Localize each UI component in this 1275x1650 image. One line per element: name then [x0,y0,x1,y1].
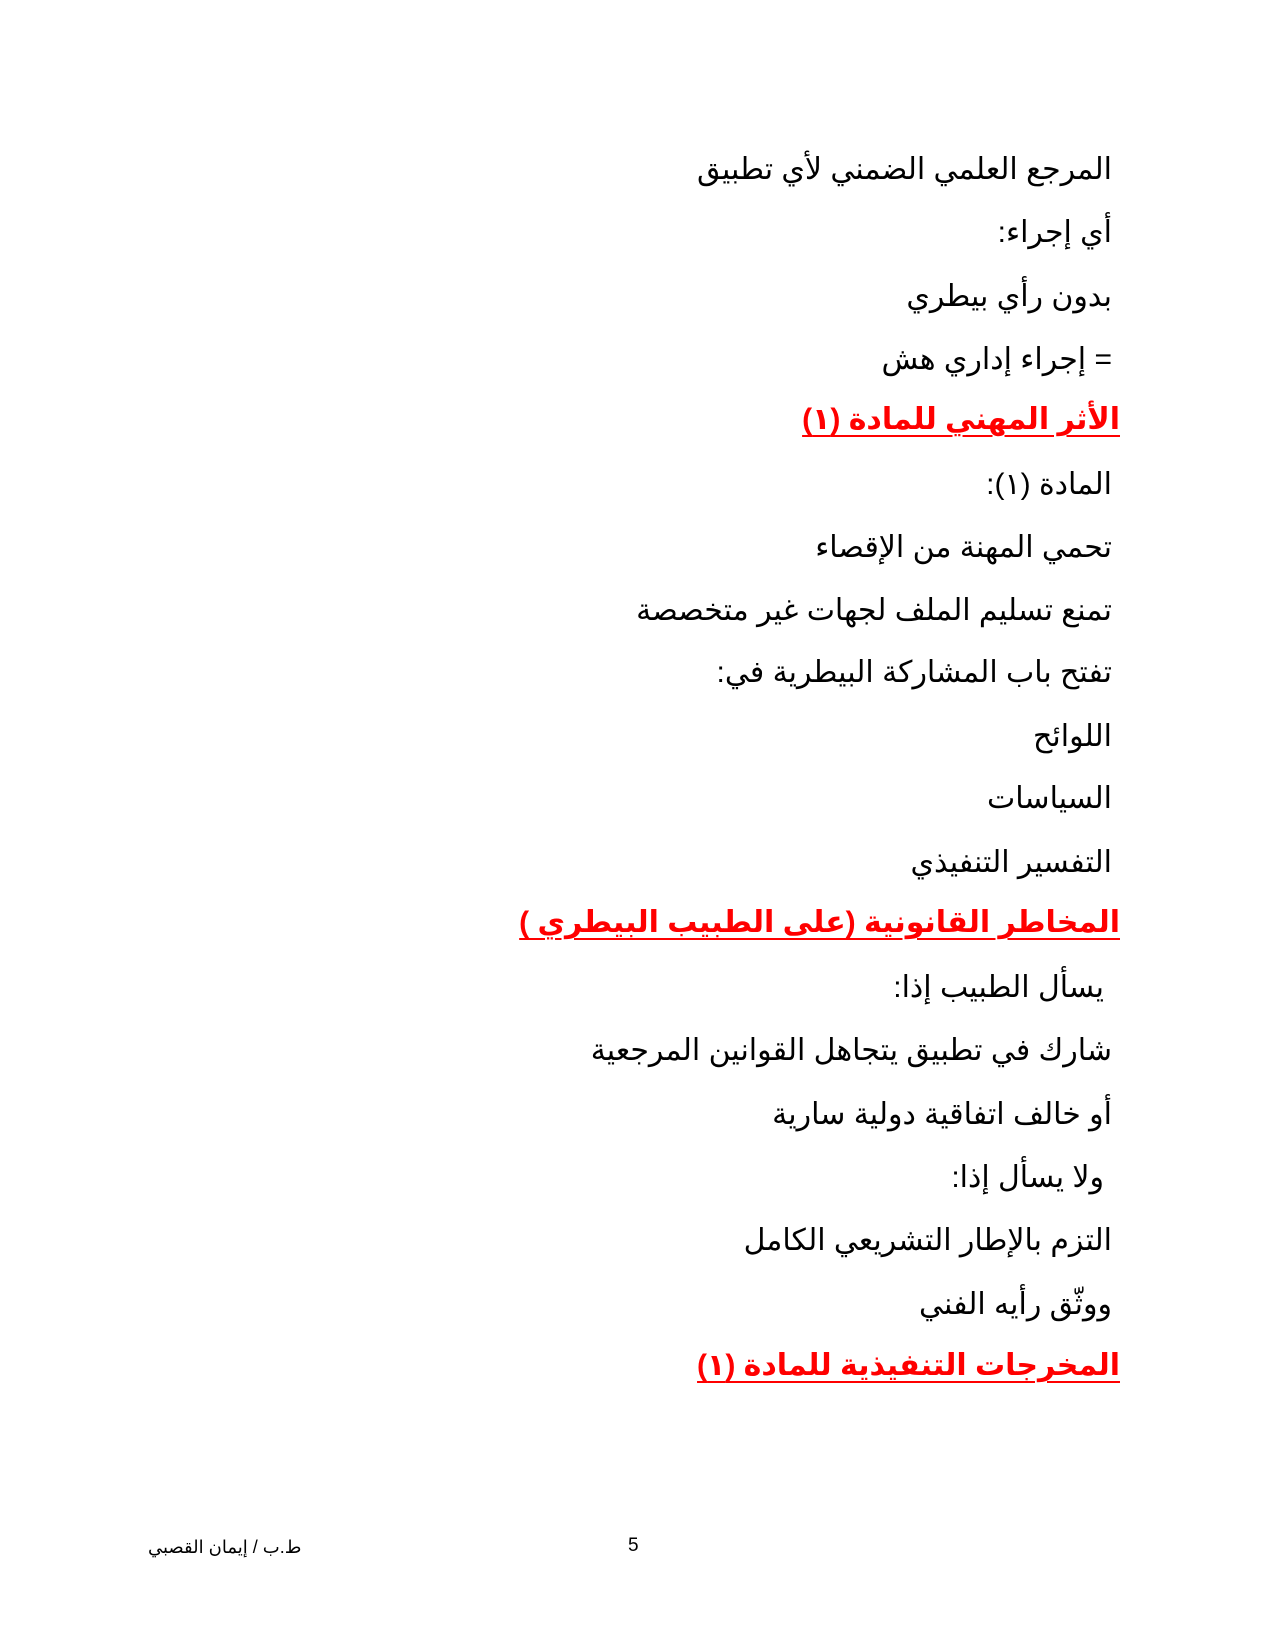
text-line-fragile-procedure: = إجراء إداري هش [881,343,1112,376]
text-line-executive-interpretation: التفسير التنفيذي [910,846,1112,879]
text-line-not-liable-if: ولا يسأل إذا: [951,1161,1104,1194]
footer-author: ط.ب / إيمان القصبي [148,1537,302,1557]
text-line-protects-profession: تحمي المهنة من الإقصاء [815,531,1112,564]
text-line-regulations: اللوائح [1033,720,1112,753]
heading-legal-risks: المخاطر القانونية (على الطبيب البيطري ) [519,906,1120,939]
text-line-vet-liable-if: يسأل الطبيب إذا: [893,971,1104,1004]
text-line-participated-ignoring-laws: شارك في تطبيق يتجاهل القوانين المرجعية [590,1034,1112,1067]
text-line-article-one: المادة (١): [986,468,1112,501]
text-line-documented-opinion: ووثّق رأيه الفني [919,1288,1112,1321]
text-line-violated-agreement: أو خالف اتفاقية دولية سارية [772,1098,1112,1131]
text-line-opens-participation: تفتح باب المشاركة البيطرية في: [716,656,1112,689]
text-line-prevents-handover: تمنع تسليم الملف لجهات غير متخصصة [636,594,1112,627]
text-line-without-vet-opinion: بدون رأي بيطري [906,280,1112,313]
text-line-committed-framework: التزم بالإطار التشريعي الكامل [743,1224,1112,1257]
text-line-implicit-reference: المرجع العلمي الضمني لأي تطبيق [696,153,1112,186]
text-line-any-procedure: أي إجراء: [997,216,1112,249]
text-line-policies: السياسات [987,782,1112,815]
heading-executive-outputs: المخرجات التنفيذية للمادة (١) [697,1349,1120,1382]
heading-professional-impact: الأثر المهني للمادة (١) [802,403,1120,436]
page-number: 5 [628,1535,639,1556]
